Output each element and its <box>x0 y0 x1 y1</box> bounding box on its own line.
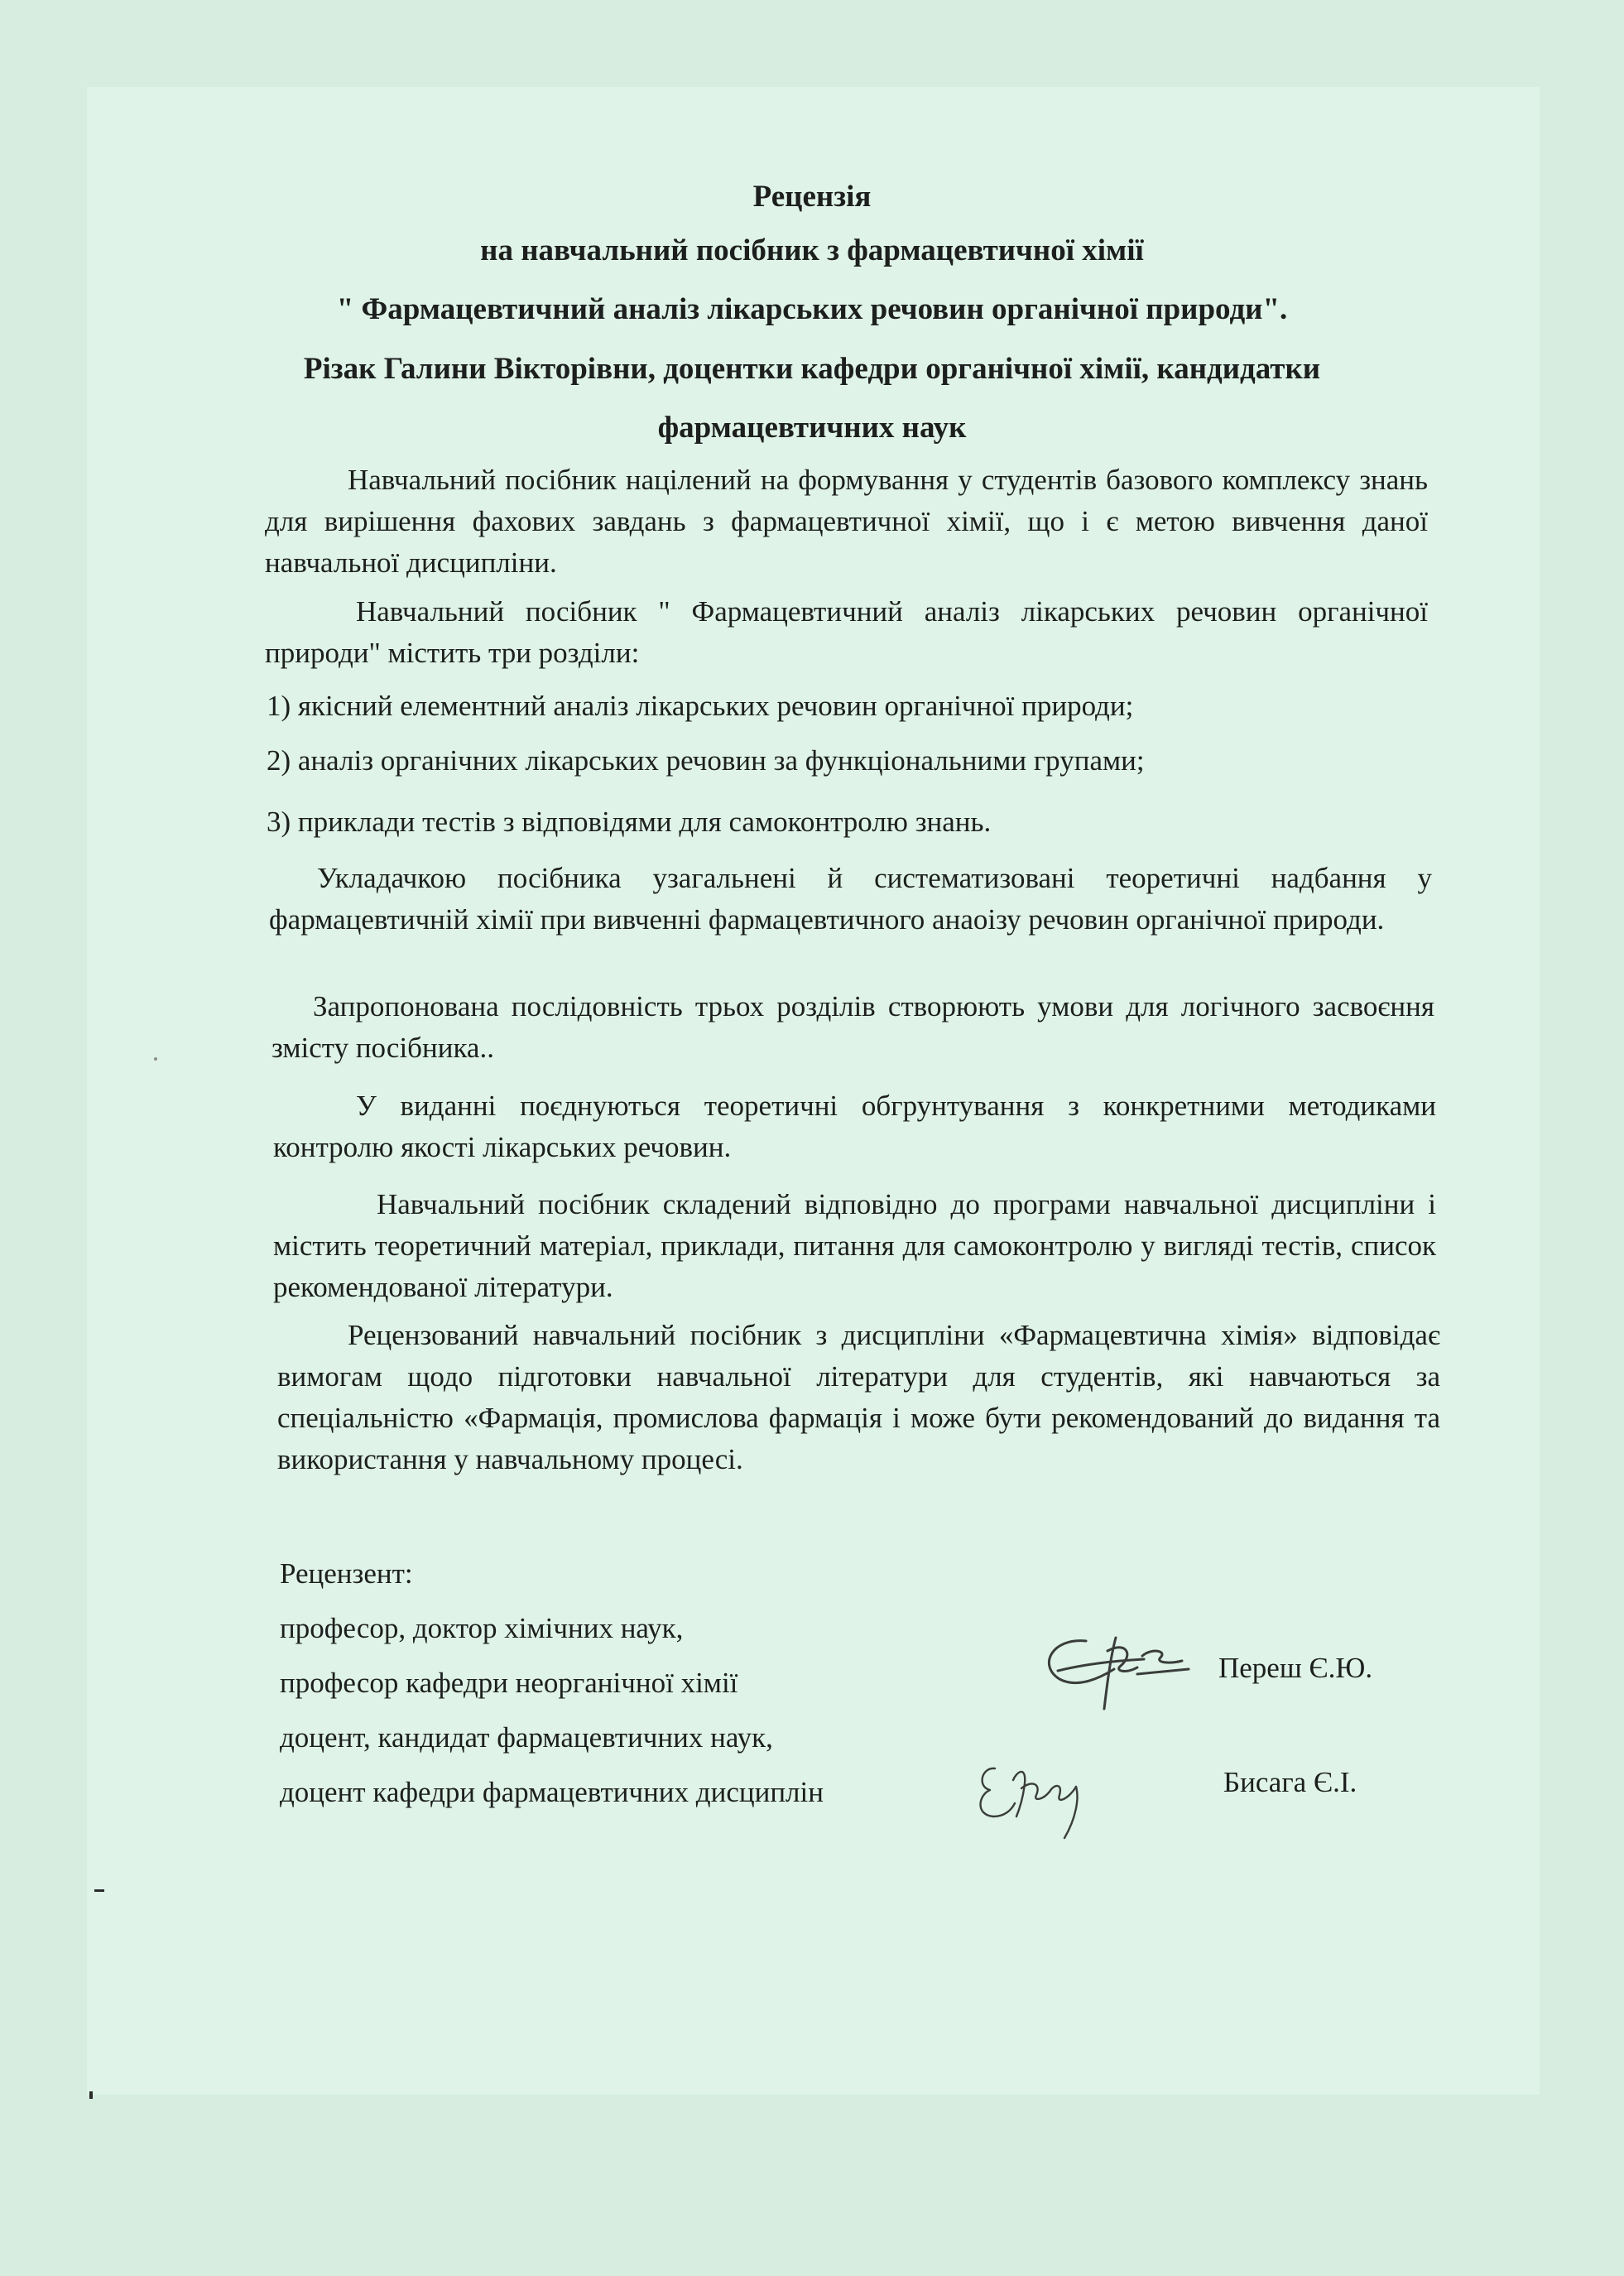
paragraph-methods: У виданні поєднуються теоретичні обгрунтування з конкретними методиками контролю якості лікарських речовин. <box>273 1090 1436 1163</box>
reviewer-2-title: доцент, кандидат фармацевтичних наук, <box>280 1721 773 1754</box>
scan-speck <box>89 2091 93 2099</box>
paragraph-conclusion: Рецензований навчальний посібник з дисципліни «Фармацевтична хімія» відповідає вимогам щодо підготовки навчальної літератури для студентів, які навчаються за спеціальністю «Фармація, промислова фармація і може бути рекомендований до видання та використання у навчальному процесі. <box>277 1319 1440 1475</box>
reviewer-1-position: професор кафедри неорганічної хімії <box>280 1667 738 1699</box>
reviewer-2-name: Бисага Є.І. <box>1223 1766 1357 1798</box>
scan-speck <box>94 1889 104 1892</box>
paragraph-purpose: Навчальний посібник націлений на формування у студентів базового комплексу знань для вирішення фахових завдань з фармацевтичної хімії, що і є метою вивчення даної навчальної дисципліни. <box>265 464 1428 579</box>
reviewer-1-name: Переш Є.Ю. <box>1218 1652 1373 1684</box>
paragraph-generalization: Укладачкою посібника узагальнені й систематизовані теоретичні надбання у фармацевтичній хімії при вивченні фармацевтичного анаоізу речовин органічної природи. <box>269 862 1432 936</box>
document-subtitle: на навчальний посібник з фармацевтичної хімії <box>480 233 1144 267</box>
document-title: Рецензія <box>752 180 872 214</box>
author-line: Різак Галини Вікторівни, доцентки кафедри органічної хімії, кандидатки <box>303 352 1321 386</box>
signature-bysaga <box>967 1747 1112 1846</box>
paragraph-sections-intro: Навчальний посібник " Фармацевтичний аналіз лікарських речовин органічної природи" містить три розділи: <box>265 595 1428 669</box>
signature-peresh <box>1035 1623 1192 1718</box>
list-item-section-1: 1) якісний елементний аналіз лікарських речовин органічної природи; <box>267 690 1134 722</box>
paragraph-compliance: Навчальний посібник складений відповідно до програми навчальної дисципліни і містить теоретичний матеріал, приклади, питання для самоконтролю у вигляді тестів, список рекомендованої літератури. <box>273 1188 1436 1303</box>
scan-speck <box>154 1057 157 1061</box>
book-title: " Фармацевтичний аналіз лікарських речовин органічної природи". <box>336 292 1288 326</box>
reviewer-label: Рецензент: <box>280 1557 413 1590</box>
list-item-section-3: 3) приклади тестів з відповідями для самоконтролю знань. <box>267 806 992 838</box>
paragraph-sequence: Запропонована послідовність трьох розділів створюють умови для логічного засвоєння змісту посібника.. <box>271 990 1434 1064</box>
author-degree: фармацевтичних наук <box>657 411 967 445</box>
reviewer-1-title: професор, доктор хімічних наук, <box>280 1612 684 1644</box>
reviewer-2-position: доцент кафедри фармацевтичних дисциплін <box>280 1776 824 1808</box>
list-item-section-2: 2) аналіз органічних лікарських речовин за функціональними групами; <box>267 744 1145 777</box>
